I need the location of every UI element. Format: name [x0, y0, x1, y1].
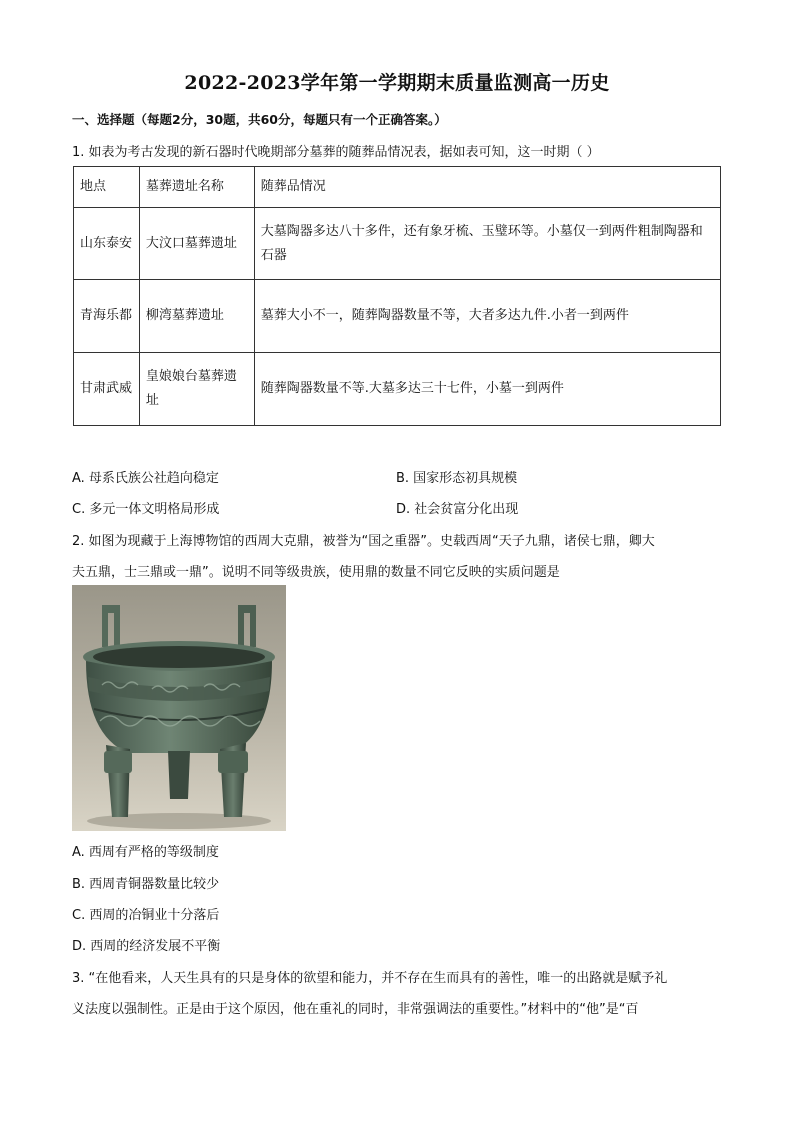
- question-1-stem: 1. 如表为考古发现的新石器时代晚期部分墓葬的随葬品情况表，据如表可知，这一时期（ ）: [72, 145, 600, 160]
- q1-option-d: D. 社会贫富分化出现: [396, 502, 519, 517]
- page-title: 2022-2023学年第一学期期末质量监测高一历史: [184, 72, 610, 94]
- q2-option-d: D. 西周的经济发展不平衡: [72, 939, 221, 954]
- table-cell: 大墓陶器多达八十多件，还有象牙梳、玉璧环等。小墓仅一到两件粗制陶器和石器: [254, 208, 720, 280]
- table-header-row: [74, 167, 721, 208]
- question-2-line-2: 夫五鼎，士三鼎或一鼎”。说明不同等级贵族，使用鼎的数量不同它反映的实质问题是: [72, 565, 560, 580]
- table-cell: 大汶口墓葬遗址: [139, 208, 254, 280]
- table-row: [74, 280, 721, 353]
- table-cell: 柳湾墓葬遗址: [139, 280, 254, 353]
- table-cell: 随葬陶器数量不等.大墓多达三十七件，小墓一到两件: [254, 353, 720, 426]
- table-cell: 青海乐都: [74, 280, 140, 353]
- question-3-line-2: 义法度以强制性。正是由于这个原因，他在重礼的同时，非常强调法的重要性。”材料中的“他”是“百: [72, 1002, 639, 1017]
- table-header-cell: 地点: [74, 167, 140, 208]
- question-3-line-1: 3. “在他看来，人天生具有的只是身体的欲望和能力，并不存在生而具有的善性，唯一的出路就是赋予礼: [72, 971, 668, 986]
- burial-table: [73, 166, 721, 426]
- table-cell: 甘肃武威: [74, 353, 140, 426]
- table-cell: 山东泰安: [74, 208, 140, 280]
- q1-option-c: C. 多元一体文明格局形成: [72, 502, 220, 517]
- q2-option-b: B. 西周青铜器数量比较少: [72, 877, 220, 892]
- q2-option-a: A. 西周有严格的等级制度: [72, 845, 219, 860]
- table-cell: 皇娘娘台墓葬遗址: [139, 353, 254, 426]
- q2-option-c: C. 西周的冶铜业十分落后: [72, 908, 220, 923]
- table-header-cell: 墓葬遗址名称: [139, 167, 254, 208]
- q1-option-a: A. 母系氏族公社趋向稳定: [72, 471, 219, 486]
- section-heading: 一、选择题（每题2分，30题，共60分，每题只有一个正确答案。）: [72, 112, 447, 127]
- bronze-ding-image: [72, 585, 286, 831]
- table-row: [74, 353, 721, 426]
- table-header-cell: 随葬品情况: [254, 167, 720, 208]
- question-2-line-1: 2. 如图为现藏于上海博物馆的西周大克鼎，被誉为“国之重器”。史载西周“天子九鼎，诸侯七鼎，卿大: [72, 534, 655, 549]
- table-row: [74, 208, 721, 280]
- q1-option-b: B. 国家形态初具规模: [396, 471, 518, 486]
- table-cell: 墓葬大小不一，随葬陶器数量不等，大者多达九件.小者一到两件: [254, 280, 720, 353]
